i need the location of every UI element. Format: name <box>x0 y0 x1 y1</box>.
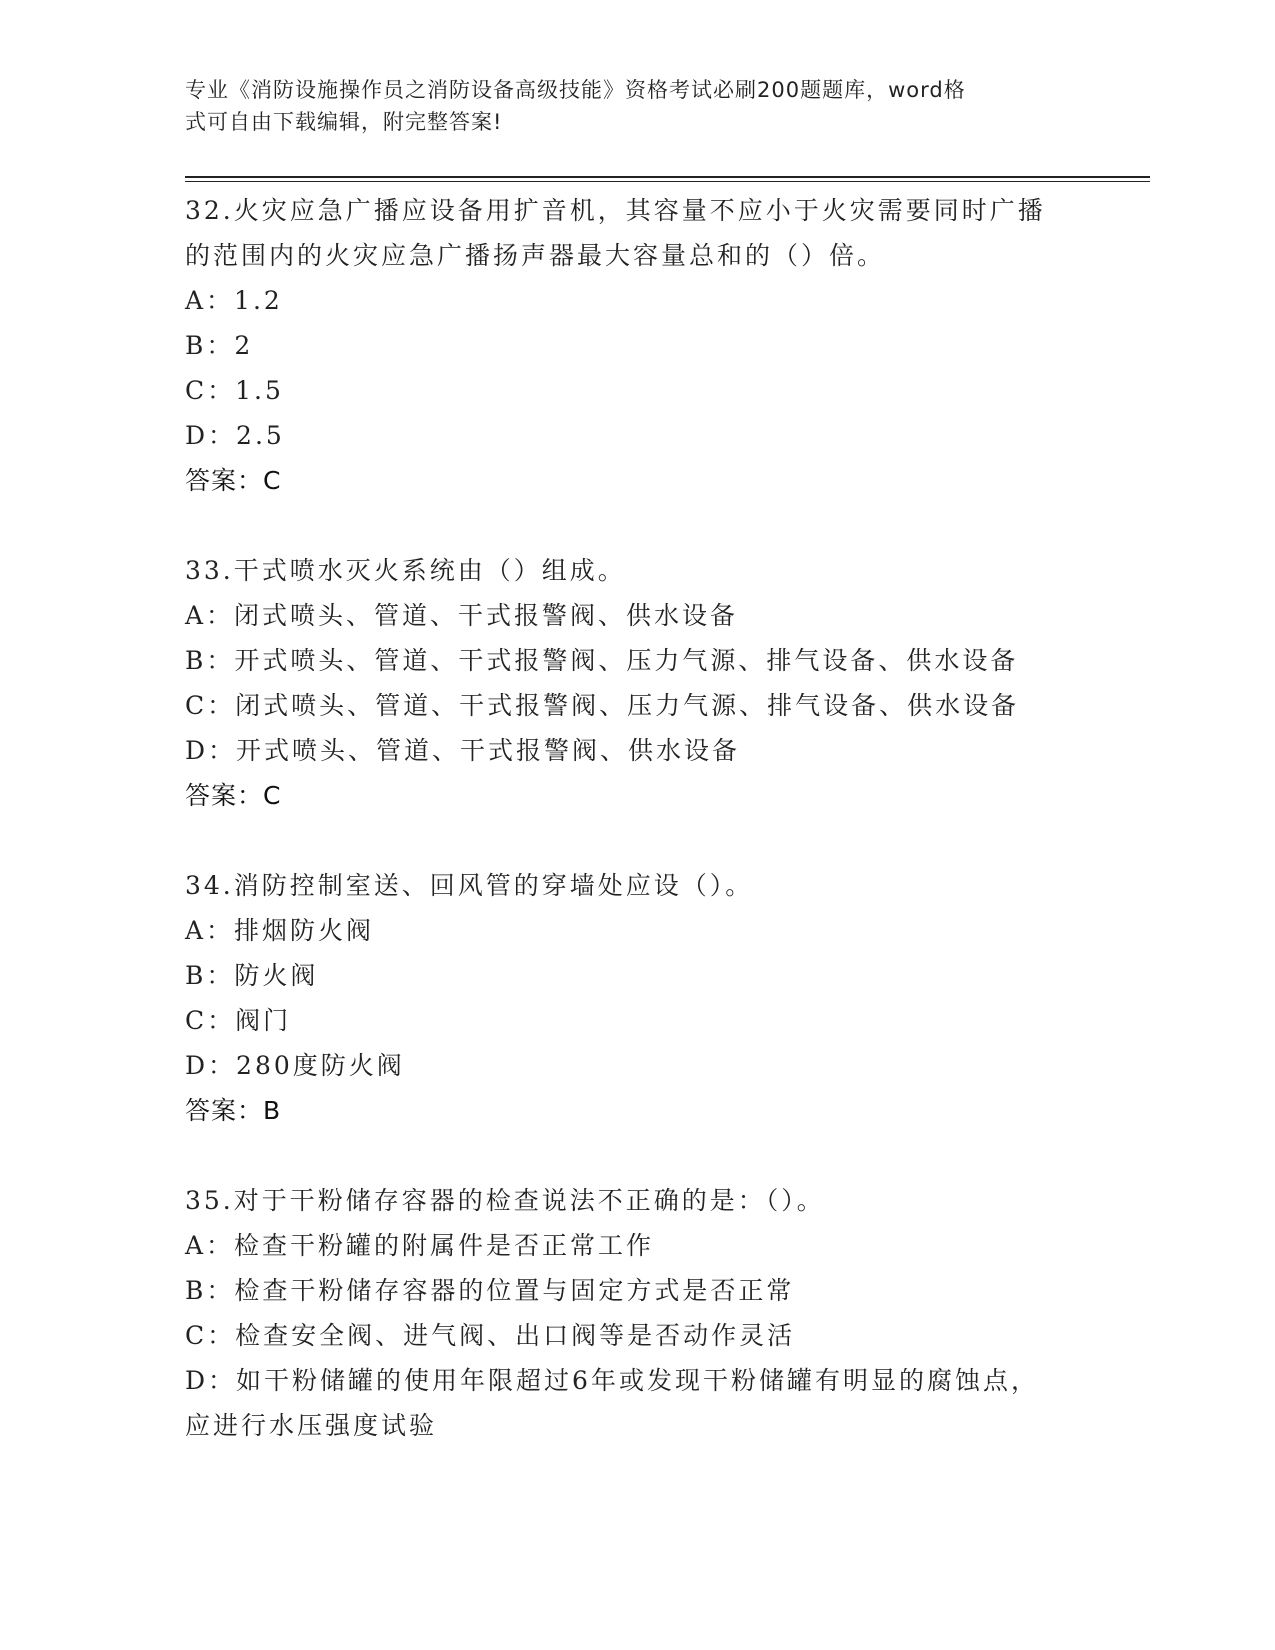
question-list <box>185 188 1085 1448</box>
header-divider-thin <box>185 181 1150 182</box>
question-33 <box>185 548 1085 818</box>
question-stem: 32.火灾应急广播应设备用扩音机，其容量不应小于火灾需要同时广播 <box>185 196 1046 225</box>
header-divider <box>185 176 1150 178</box>
option-a: A：检查干粉罐的附属件是否正常工作 <box>185 1231 655 1260</box>
question-35 <box>185 1178 1085 1448</box>
option-d: D：开式喷头、管道、干式报警阀、供水设备 <box>185 736 741 765</box>
answer-label: 答案：C <box>185 781 282 810</box>
option-b: B：防火阀 <box>185 961 319 990</box>
option-c: C：阀门 <box>185 1006 292 1035</box>
option-b: B：2 <box>185 331 254 360</box>
header-line-2: 式可自由下载编辑，附完整答案! <box>185 110 503 134</box>
option-d: D：2.5 <box>185 421 285 450</box>
option-a: A：排烟防火阀 <box>185 916 375 945</box>
answer-label: 答案：C <box>185 466 282 495</box>
option-d: D：280度防火阀 <box>185 1051 405 1080</box>
option-b: B：检查干粉储存容器的位置与固定方式是否正常 <box>185 1276 795 1305</box>
option-d-continued: 应进行水压强度试验 <box>185 1411 438 1440</box>
option-a: A：闭式喷头、管道、干式报警阀、供水设备 <box>185 601 739 630</box>
option-b: B：开式喷头、管道、干式报警阀、压力气源、排气设备、供水设备 <box>185 646 1019 675</box>
option-c: C：检查安全阀、进气阀、出口阀等是否动作灵活 <box>185 1321 796 1350</box>
question-stem: 33.干式喷水灭火系统由（）组成。 <box>185 556 626 585</box>
option-a: A：1.2 <box>185 286 283 315</box>
answer-label: 答案：B <box>185 1096 282 1125</box>
document-header <box>185 74 1065 138</box>
question-stem: 34.消防控制室送、回风管的穿墙处应设（）。 <box>185 871 754 900</box>
question-32 <box>185 188 1085 503</box>
header-line-1: 专业《消防设施操作员之消防设备高级技能》资格考试必刷200题题库，word格 <box>185 78 966 102</box>
question-34 <box>185 863 1085 1133</box>
option-c: C：闭式喷头、管道、干式报警阀、压力气源、排气设备、供水设备 <box>185 691 1020 720</box>
option-d: D：如干粉储罐的使用年限超过6年或发现干粉储罐有明显的腐蚀点， <box>185 1366 1039 1395</box>
option-c: C：1.5 <box>185 376 284 405</box>
question-stem: 35.对于干粉储存容器的检查说法不正确的是：（）。 <box>185 1186 825 1215</box>
question-stem-continued: 的范围内的火灾应急广播扬声器最大容量总和的（）倍。 <box>185 241 886 270</box>
